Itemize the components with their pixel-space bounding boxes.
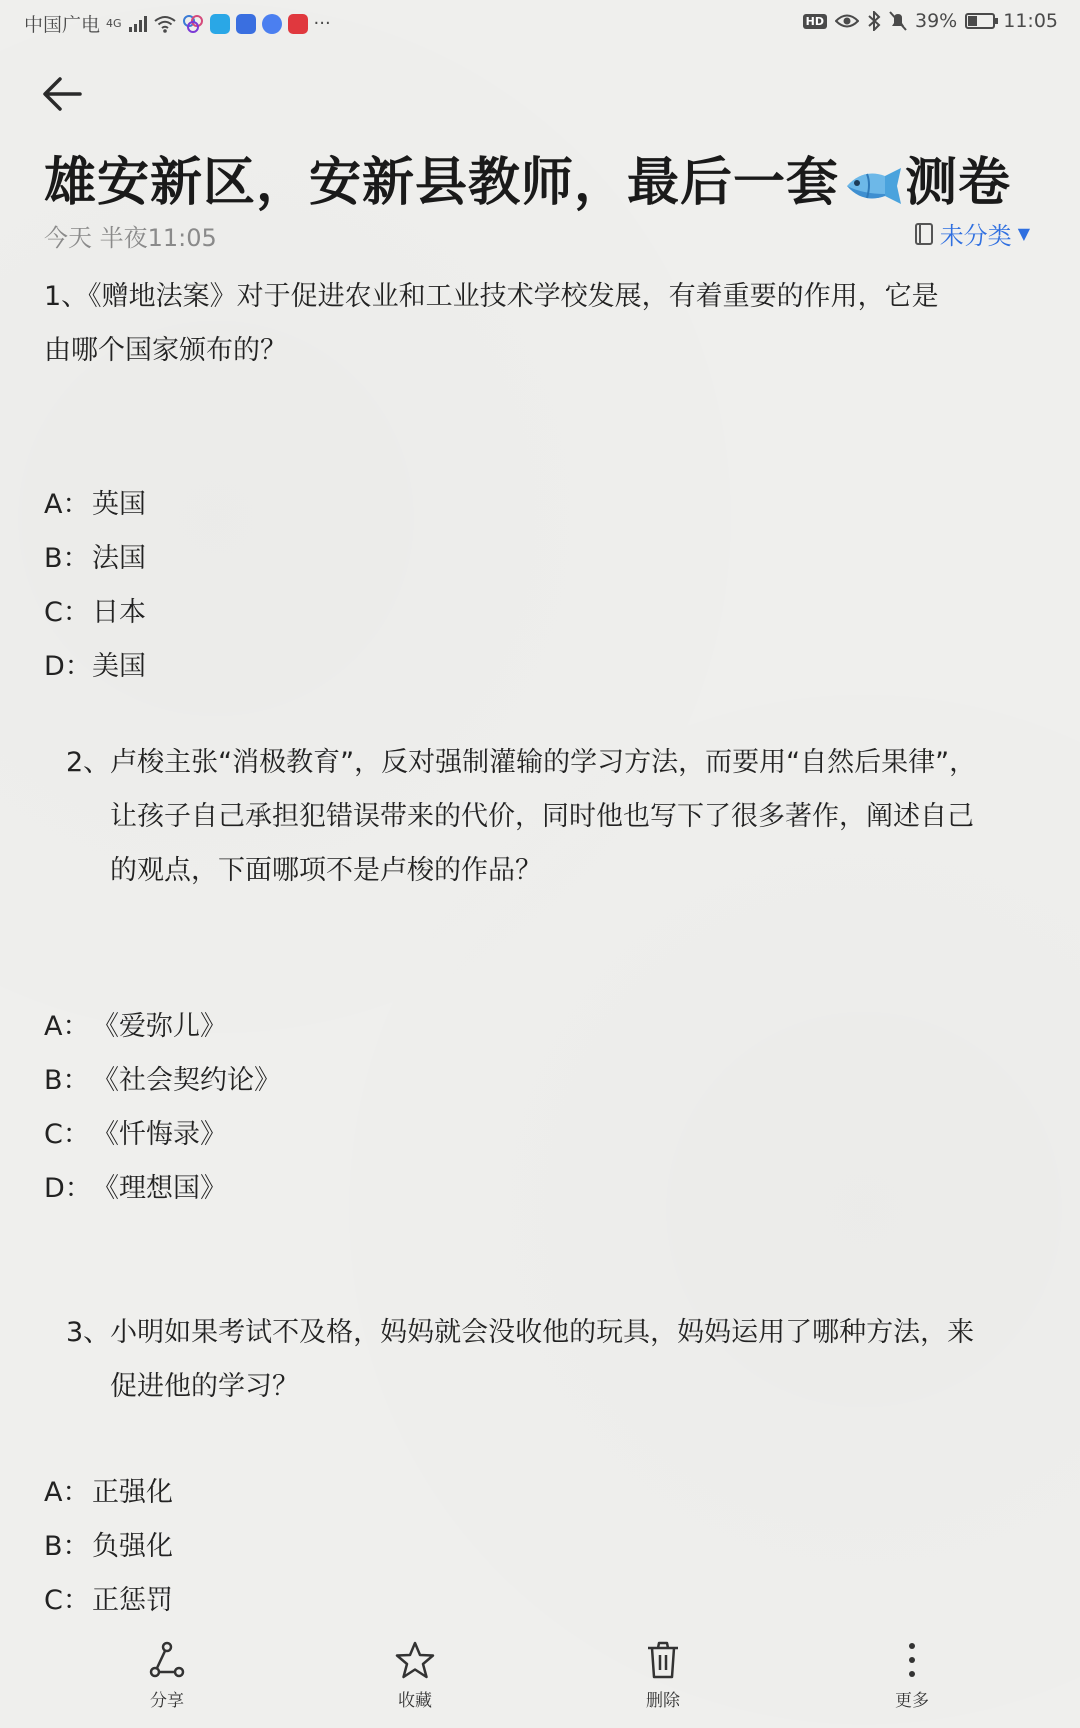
back-arrow-icon: [40, 70, 88, 118]
fish-emoji-icon: [841, 164, 903, 208]
more-notifications-icon: ···: [313, 13, 331, 34]
bluetooth-icon: [867, 11, 881, 31]
note-title[interactable]: [44, 140, 1044, 215]
question-text: 3、小明如果考试不及格，妈妈就会没收他的玩具，妈妈运用了哪种方法，来: [66, 1317, 975, 1348]
category-selector[interactable]: [914, 216, 1030, 251]
question-text: 促进他的学习？: [110, 1371, 299, 1402]
star-icon: [395, 1640, 435, 1680]
option-key: C：: [44, 1119, 90, 1150]
option-row: [44, 1574, 173, 1628]
share-button[interactable]: [107, 1640, 227, 1711]
mute-bell-icon: [889, 11, 907, 31]
delete-label: 删除: [646, 1691, 680, 1711]
battery-level-fill: [968, 16, 977, 26]
app-notification-icon: [210, 14, 230, 34]
option-text: 负强化: [92, 1531, 173, 1562]
option-text: 英国: [92, 489, 146, 520]
option-key: B：: [44, 543, 90, 574]
question-text: 2、卢梭主张“消极教育”，反对强制灌输的学习方法，而要用“自然后果律”，: [66, 747, 977, 778]
share-icon: [147, 1640, 187, 1680]
option-row: [44, 1000, 281, 1054]
option-row: [44, 1520, 173, 1574]
carrier-label: 中国广电: [24, 14, 101, 36]
option-key: A：: [44, 1477, 90, 1508]
back-button[interactable]: [40, 70, 88, 118]
wifi-icon: [154, 15, 176, 33]
network-label: 4G: [106, 17, 122, 30]
option-key: C：: [44, 597, 90, 628]
share-label: 分享: [150, 1691, 184, 1711]
option-key: A：: [44, 1011, 90, 1042]
option-row: [44, 1054, 281, 1108]
clock: 11:05: [1003, 10, 1058, 32]
question-3: [66, 1306, 1026, 1414]
question-1: [44, 270, 1024, 378]
option-row: [44, 1108, 281, 1162]
status-bar-left: [24, 10, 331, 37]
notebook-icon: [914, 222, 934, 246]
question-text: 的观点，下面哪项不是卢梭的作品？: [110, 855, 542, 886]
option-row: [44, 640, 146, 694]
option-text: 正强化: [92, 1477, 173, 1508]
option-text: 正惩罚: [92, 1585, 173, 1616]
option-row: [44, 478, 146, 532]
battery-icon: [965, 13, 995, 29]
battery-percent: 39%: [915, 10, 958, 32]
category-label: 未分类: [939, 222, 1012, 250]
dropdown-triangle-icon: ▼: [1017, 224, 1030, 243]
music-app-icon: [262, 14, 282, 34]
option-text: 《爱弥儿》: [92, 1011, 227, 1042]
option-text: 《社会契约论》: [92, 1065, 281, 1096]
option-row: [44, 586, 146, 640]
question-3-options: [44, 1466, 173, 1628]
more-button[interactable]: [852, 1640, 972, 1711]
delete-button[interactable]: [603, 1640, 723, 1711]
question-2: [66, 736, 1026, 898]
option-key: B：: [44, 1065, 90, 1096]
note-timestamp: 今天 半夜11:05: [44, 224, 217, 252]
option-text: 美国: [92, 651, 146, 682]
option-row: [44, 1466, 173, 1520]
app-cluster-icon: [182, 14, 204, 34]
status-bar: [0, 0, 1080, 46]
option-text: 《忏悔录》: [92, 1119, 227, 1150]
question-text: 让孩子自己承担犯错误带来的代价，同时他也写下了很多著作，阐述自己: [110, 801, 974, 832]
option-key: D：: [44, 1173, 92, 1204]
bottom-action-bar: [0, 1632, 1080, 1728]
signal-icon: [128, 16, 148, 32]
question-1-options: [44, 478, 146, 694]
hd-icon: HD: [803, 14, 827, 29]
question-2-options: [44, 1000, 281, 1216]
trash-icon: [643, 1640, 683, 1680]
option-row: [44, 1162, 281, 1216]
option-key: C：: [44, 1585, 90, 1616]
option-key: B：: [44, 1531, 90, 1562]
favorite-button[interactable]: [355, 1640, 475, 1711]
option-text: 日本: [92, 597, 146, 628]
option-text: 法国: [92, 543, 146, 574]
status-bar-right: [803, 10, 1058, 32]
option-row: [44, 532, 146, 586]
option-text: 《理想国》: [92, 1173, 227, 1204]
more-label: 更多: [895, 1691, 929, 1711]
more-vertical-icon: [892, 1640, 932, 1680]
eye-icon: [835, 13, 859, 29]
title-text-end: 测卷: [905, 153, 1012, 213]
option-key: D：: [44, 651, 92, 682]
question-text: 1、《赠地法案》对于促进农业和工业技术学校发展，有着重要的作用，它是: [44, 281, 939, 312]
app-notification-icon: [288, 14, 308, 34]
app-notification-icon: [236, 14, 256, 34]
favorite-label: 收藏: [398, 1691, 432, 1711]
title-text-start: 雄安新区，安新县教师，最后一套: [44, 153, 840, 213]
question-text: 由哪个国家颁布的？: [44, 335, 287, 366]
option-key: A：: [44, 489, 90, 520]
